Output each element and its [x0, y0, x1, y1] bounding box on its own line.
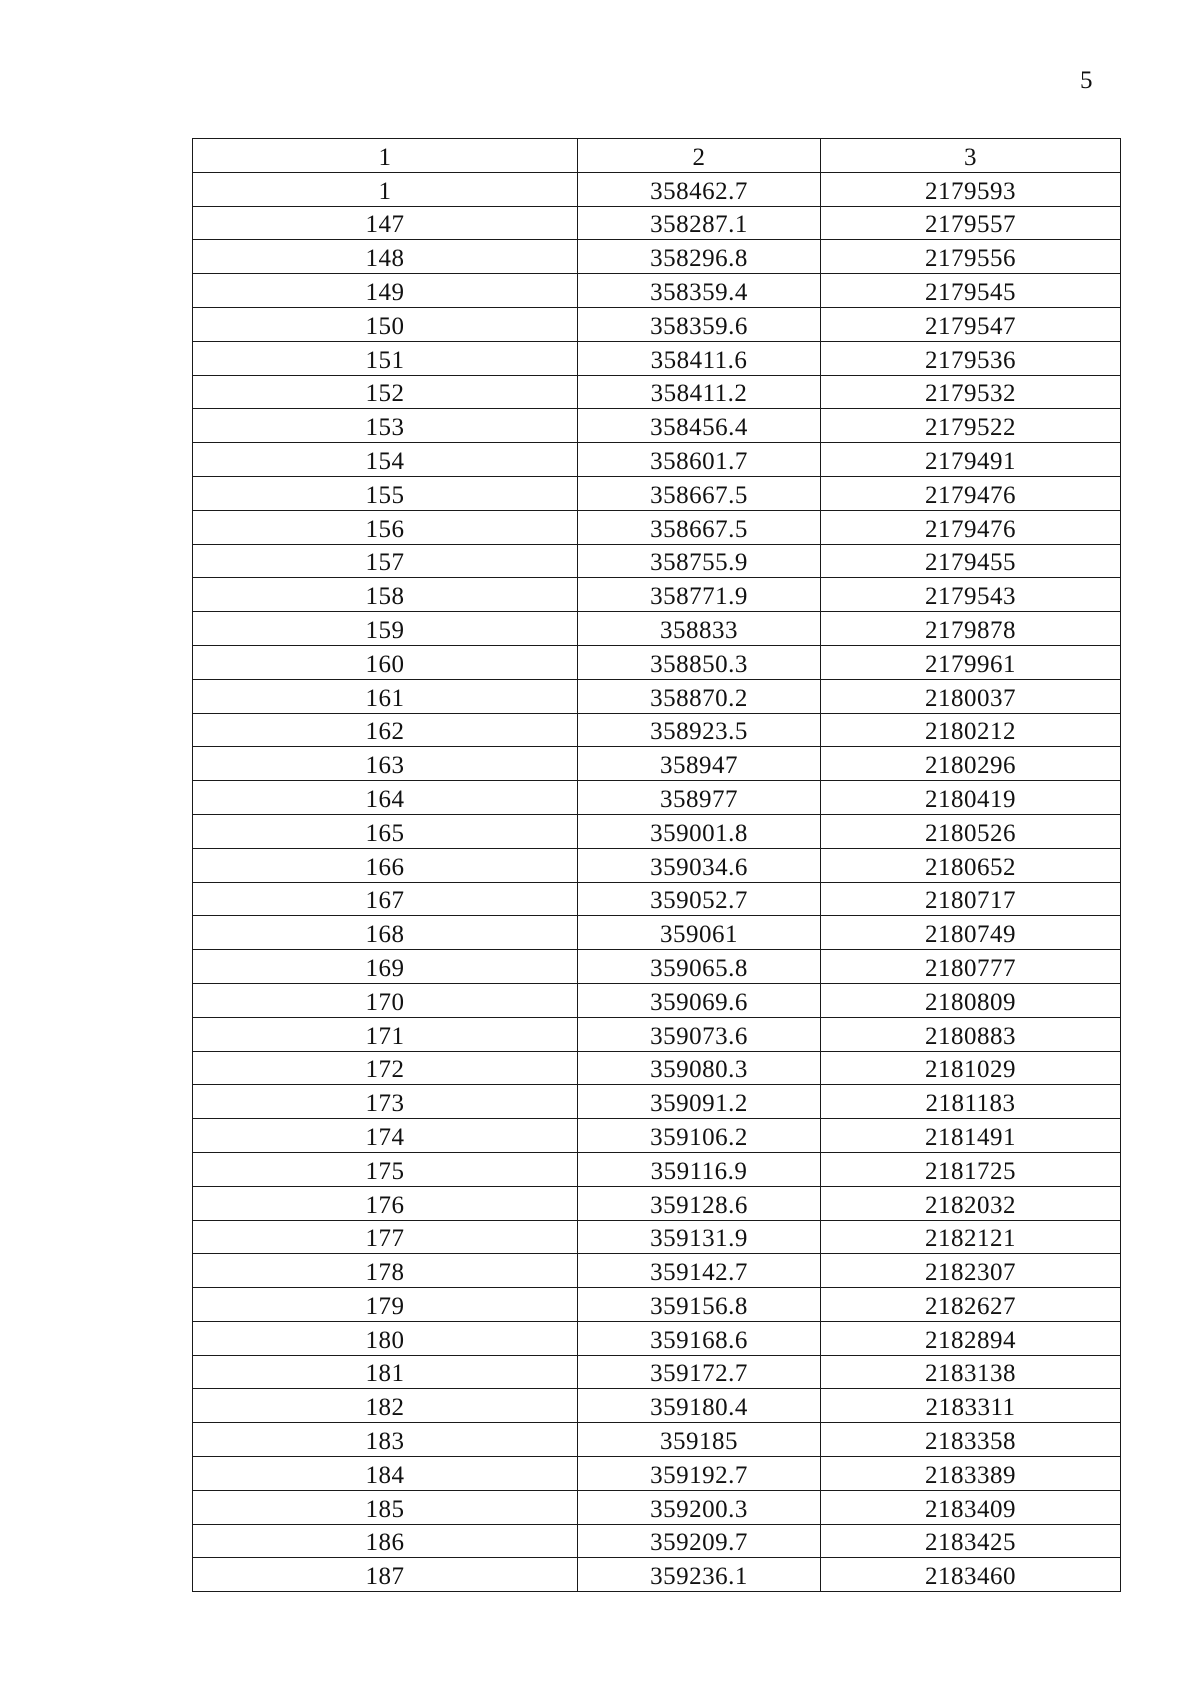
table-row — [193, 1355, 1121, 1389]
table-cell-col-2: 359209.7 — [578, 1524, 821, 1558]
table-cell-col-3: 2179522 — [821, 409, 1121, 443]
table-cell-col-3: 2182307 — [821, 1254, 1121, 1288]
table-cell-col-3: 2180419 — [821, 781, 1121, 815]
table-cell-col-2: 359168.6 — [578, 1321, 821, 1355]
table-row — [193, 612, 1121, 646]
table-cell-col-2: 359116.9 — [578, 1152, 821, 1186]
table-cell-col-2: 358462.7 — [578, 172, 821, 206]
table-cell-col-3: 2182032 — [821, 1186, 1121, 1220]
table-cell-col-1: 170 — [193, 983, 578, 1017]
table-cell-col-1: 152 — [193, 375, 578, 409]
table-row — [193, 172, 1121, 206]
table-cell-col-3: 2180296 — [821, 747, 1121, 781]
table-cell-col-2: 359080.3 — [578, 1051, 821, 1085]
table-cell-col-3: 2179536 — [821, 341, 1121, 375]
table-cell-col-3: 2179532 — [821, 375, 1121, 409]
table-cell-col-3: 2180037 — [821, 679, 1121, 713]
table-cell-col-2: 358456.4 — [578, 409, 821, 443]
table-cell-col-1: 179 — [193, 1288, 578, 1322]
table-cell-col-1: 155 — [193, 476, 578, 510]
table-row — [193, 781, 1121, 815]
table-cell-col-2: 358833 — [578, 612, 821, 646]
table-cell-col-3: 2183311 — [821, 1389, 1121, 1423]
table-cell-col-1: 163 — [193, 747, 578, 781]
table-cell-col-3: 2179491 — [821, 443, 1121, 477]
table-cell-col-2: 358977 — [578, 781, 821, 815]
table-cell-col-3: 2179476 — [821, 510, 1121, 544]
table-cell-col-2: 359065.8 — [578, 950, 821, 984]
table-cell-col-1: 169 — [193, 950, 578, 984]
table-row — [193, 1457, 1121, 1491]
table-row — [193, 1186, 1121, 1220]
table-cell-col-1: 166 — [193, 848, 578, 882]
table-row — [193, 341, 1121, 375]
table-cell-col-2: 359091.2 — [578, 1085, 821, 1119]
table-row — [193, 1017, 1121, 1051]
table-cell-col-3: 2180749 — [821, 916, 1121, 950]
table-row — [193, 1389, 1121, 1423]
page-number: 5 — [1080, 67, 1093, 94]
table-row — [193, 307, 1121, 341]
table-cell-col-2: 358359.6 — [578, 307, 821, 341]
table-cell-col-3: 2182121 — [821, 1220, 1121, 1254]
table-row — [193, 1051, 1121, 1085]
table-cell-col-1: 178 — [193, 1254, 578, 1288]
table-row — [193, 983, 1121, 1017]
table-cell-col-1: 167 — [193, 882, 578, 916]
table-cell-col-1: 153 — [193, 409, 578, 443]
table-cell-col-1: 171 — [193, 1017, 578, 1051]
table-cell-col-3: 2183138 — [821, 1355, 1121, 1389]
table-cell-col-2: 359106.2 — [578, 1119, 821, 1153]
table-cell-col-3: 2180652 — [821, 848, 1121, 882]
table-cell-col-3: 2181491 — [821, 1119, 1121, 1153]
table-cell-col-3: 2183425 — [821, 1524, 1121, 1558]
table-row — [193, 240, 1121, 274]
table-row — [193, 1524, 1121, 1558]
table-cell-col-2: 359073.6 — [578, 1017, 821, 1051]
table-cell-col-2: 359128.6 — [578, 1186, 821, 1220]
table-cell-col-3: 2179878 — [821, 612, 1121, 646]
table-cell-col-2: 358601.7 — [578, 443, 821, 477]
table-body — [193, 139, 1121, 1592]
table-cell-col-1: 174 — [193, 1119, 578, 1153]
table-cell-col-2: 358287.1 — [578, 206, 821, 240]
table-cell-col-1: 154 — [193, 443, 578, 477]
table-row — [193, 375, 1121, 409]
table-row — [193, 1119, 1121, 1153]
table-cell-col-2: 359131.9 — [578, 1220, 821, 1254]
table-row — [193, 510, 1121, 544]
table-cell-col-2: 359192.7 — [578, 1457, 821, 1491]
table-cell-col-2: 358771.9 — [578, 578, 821, 612]
table-cell-col-3: 2183389 — [821, 1457, 1121, 1491]
table-row — [193, 1558, 1121, 1592]
table-cell-col-3: 2179593 — [821, 172, 1121, 206]
table-row — [193, 645, 1121, 679]
table-cell-col-1: 164 — [193, 781, 578, 815]
table-row — [193, 1152, 1121, 1186]
table-row — [193, 1423, 1121, 1457]
table-cell-col-2: 359156.8 — [578, 1288, 821, 1322]
table-cell-col-3: 2179557 — [821, 206, 1121, 240]
table-cell-col-2: 358850.3 — [578, 645, 821, 679]
table-cell-col-1: 162 — [193, 713, 578, 747]
table-row — [193, 274, 1121, 308]
table-row — [193, 713, 1121, 747]
coordinates-table — [192, 138, 1121, 1592]
table-cell-col-2: 358870.2 — [578, 679, 821, 713]
table-cell-col-3: 2179543 — [821, 578, 1121, 612]
table-cell-col-1: 177 — [193, 1220, 578, 1254]
table-cell-col-1: 161 — [193, 679, 578, 713]
table-cell-col-3: 2180526 — [821, 814, 1121, 848]
table-cell-col-1: 185 — [193, 1490, 578, 1524]
table-cell-col-3: 2183460 — [821, 1558, 1121, 1592]
table-cell-col-3: 2180883 — [821, 1017, 1121, 1051]
table-cell-col-3: 2183358 — [821, 1423, 1121, 1457]
table-cell-col-1: 181 — [193, 1355, 578, 1389]
table-cell-col-3: 2179545 — [821, 274, 1121, 308]
table-header-row — [193, 139, 1121, 173]
table-cell-col-2: 358755.9 — [578, 544, 821, 578]
table-cell-col-3: 2179547 — [821, 307, 1121, 341]
table-cell-col-2: 359236.1 — [578, 1558, 821, 1592]
table-cell-col-3: 2182627 — [821, 1288, 1121, 1322]
table-cell-col-2: 359001.8 — [578, 814, 821, 848]
table-cell-col-2: 359142.7 — [578, 1254, 821, 1288]
table-cell-col-1: 172 — [193, 1051, 578, 1085]
table-cell-col-1: 149 — [193, 274, 578, 308]
table-cell-col-3: 2180777 — [821, 950, 1121, 984]
table-cell-col-2: 359069.6 — [578, 983, 821, 1017]
table-cell-col-1: 148 — [193, 240, 578, 274]
table-cell-col-3: 2181029 — [821, 1051, 1121, 1085]
table-row — [193, 1288, 1121, 1322]
table-cell-col-3: 2183409 — [821, 1490, 1121, 1524]
table-cell-col-3: 2179476 — [821, 476, 1121, 510]
table-cell-col-3: 2180809 — [821, 983, 1121, 1017]
table-row — [193, 747, 1121, 781]
table-cell-col-3: 2179556 — [821, 240, 1121, 274]
table-row — [193, 544, 1121, 578]
table-cell-col-1: 165 — [193, 814, 578, 848]
table-cell-col-2: 358411.6 — [578, 341, 821, 375]
table-cell-col-1: 175 — [193, 1152, 578, 1186]
table-cell-col-1: 187 — [193, 1558, 578, 1592]
table-cell-col-2: 358296.8 — [578, 240, 821, 274]
table-cell-col-1: 168 — [193, 916, 578, 950]
table-cell-col-1: 176 — [193, 1186, 578, 1220]
header-cell-col-2: 2 — [578, 139, 821, 173]
table-row — [193, 1254, 1121, 1288]
table-row — [193, 443, 1121, 477]
table-cell-col-1: 160 — [193, 645, 578, 679]
table-row — [193, 814, 1121, 848]
table-cell-col-1: 159 — [193, 612, 578, 646]
table-cell-col-2: 358667.5 — [578, 476, 821, 510]
table-row — [193, 578, 1121, 612]
table-cell-col-1: 1 — [193, 172, 578, 206]
table-cell-col-1: 151 — [193, 341, 578, 375]
table-cell-col-2: 359172.7 — [578, 1355, 821, 1389]
table-cell-col-2: 359200.3 — [578, 1490, 821, 1524]
table-cell-col-2: 358411.2 — [578, 375, 821, 409]
table-cell-col-1: 180 — [193, 1321, 578, 1355]
table-row — [193, 1490, 1121, 1524]
table-cell-col-2: 359185 — [578, 1423, 821, 1457]
table-cell-col-3: 2181183 — [821, 1085, 1121, 1119]
table-row — [193, 950, 1121, 984]
table-cell-col-1: 184 — [193, 1457, 578, 1491]
header-cell-col-3: 3 — [821, 139, 1121, 173]
table-cell-col-2: 358359.4 — [578, 274, 821, 308]
table-row — [193, 1085, 1121, 1119]
table-cell-col-2: 358923.5 — [578, 713, 821, 747]
table-cell-col-3: 2182894 — [821, 1321, 1121, 1355]
table-cell-col-3: 2180717 — [821, 882, 1121, 916]
table-cell-col-2: 359034.6 — [578, 848, 821, 882]
table-cell-col-1: 157 — [193, 544, 578, 578]
table-row — [193, 476, 1121, 510]
table-cell-col-2: 359052.7 — [578, 882, 821, 916]
table-cell-col-2: 358667.5 — [578, 510, 821, 544]
table-cell-col-1: 158 — [193, 578, 578, 612]
table-cell-col-3: 2179961 — [821, 645, 1121, 679]
table-row — [193, 882, 1121, 916]
table-cell-col-3: 2181725 — [821, 1152, 1121, 1186]
table-row — [193, 409, 1121, 443]
table-cell-col-1: 183 — [193, 1423, 578, 1457]
table-row — [193, 1220, 1121, 1254]
table-cell-col-3: 2179455 — [821, 544, 1121, 578]
table-row — [193, 206, 1121, 240]
header-cell-col-1: 1 — [193, 139, 578, 173]
table-row — [193, 679, 1121, 713]
table-cell-col-2: 359061 — [578, 916, 821, 950]
table-cell-col-3: 2180212 — [821, 713, 1121, 747]
table-cell-col-1: 150 — [193, 307, 578, 341]
table-cell-col-2: 358947 — [578, 747, 821, 781]
table-cell-col-1: 173 — [193, 1085, 578, 1119]
table-row — [193, 1321, 1121, 1355]
table-row — [193, 848, 1121, 882]
table-cell-col-1: 156 — [193, 510, 578, 544]
table-cell-col-1: 186 — [193, 1524, 578, 1558]
table-cell-col-1: 147 — [193, 206, 578, 240]
table-row — [193, 916, 1121, 950]
table-cell-col-2: 359180.4 — [578, 1389, 821, 1423]
table-cell-col-1: 182 — [193, 1389, 578, 1423]
